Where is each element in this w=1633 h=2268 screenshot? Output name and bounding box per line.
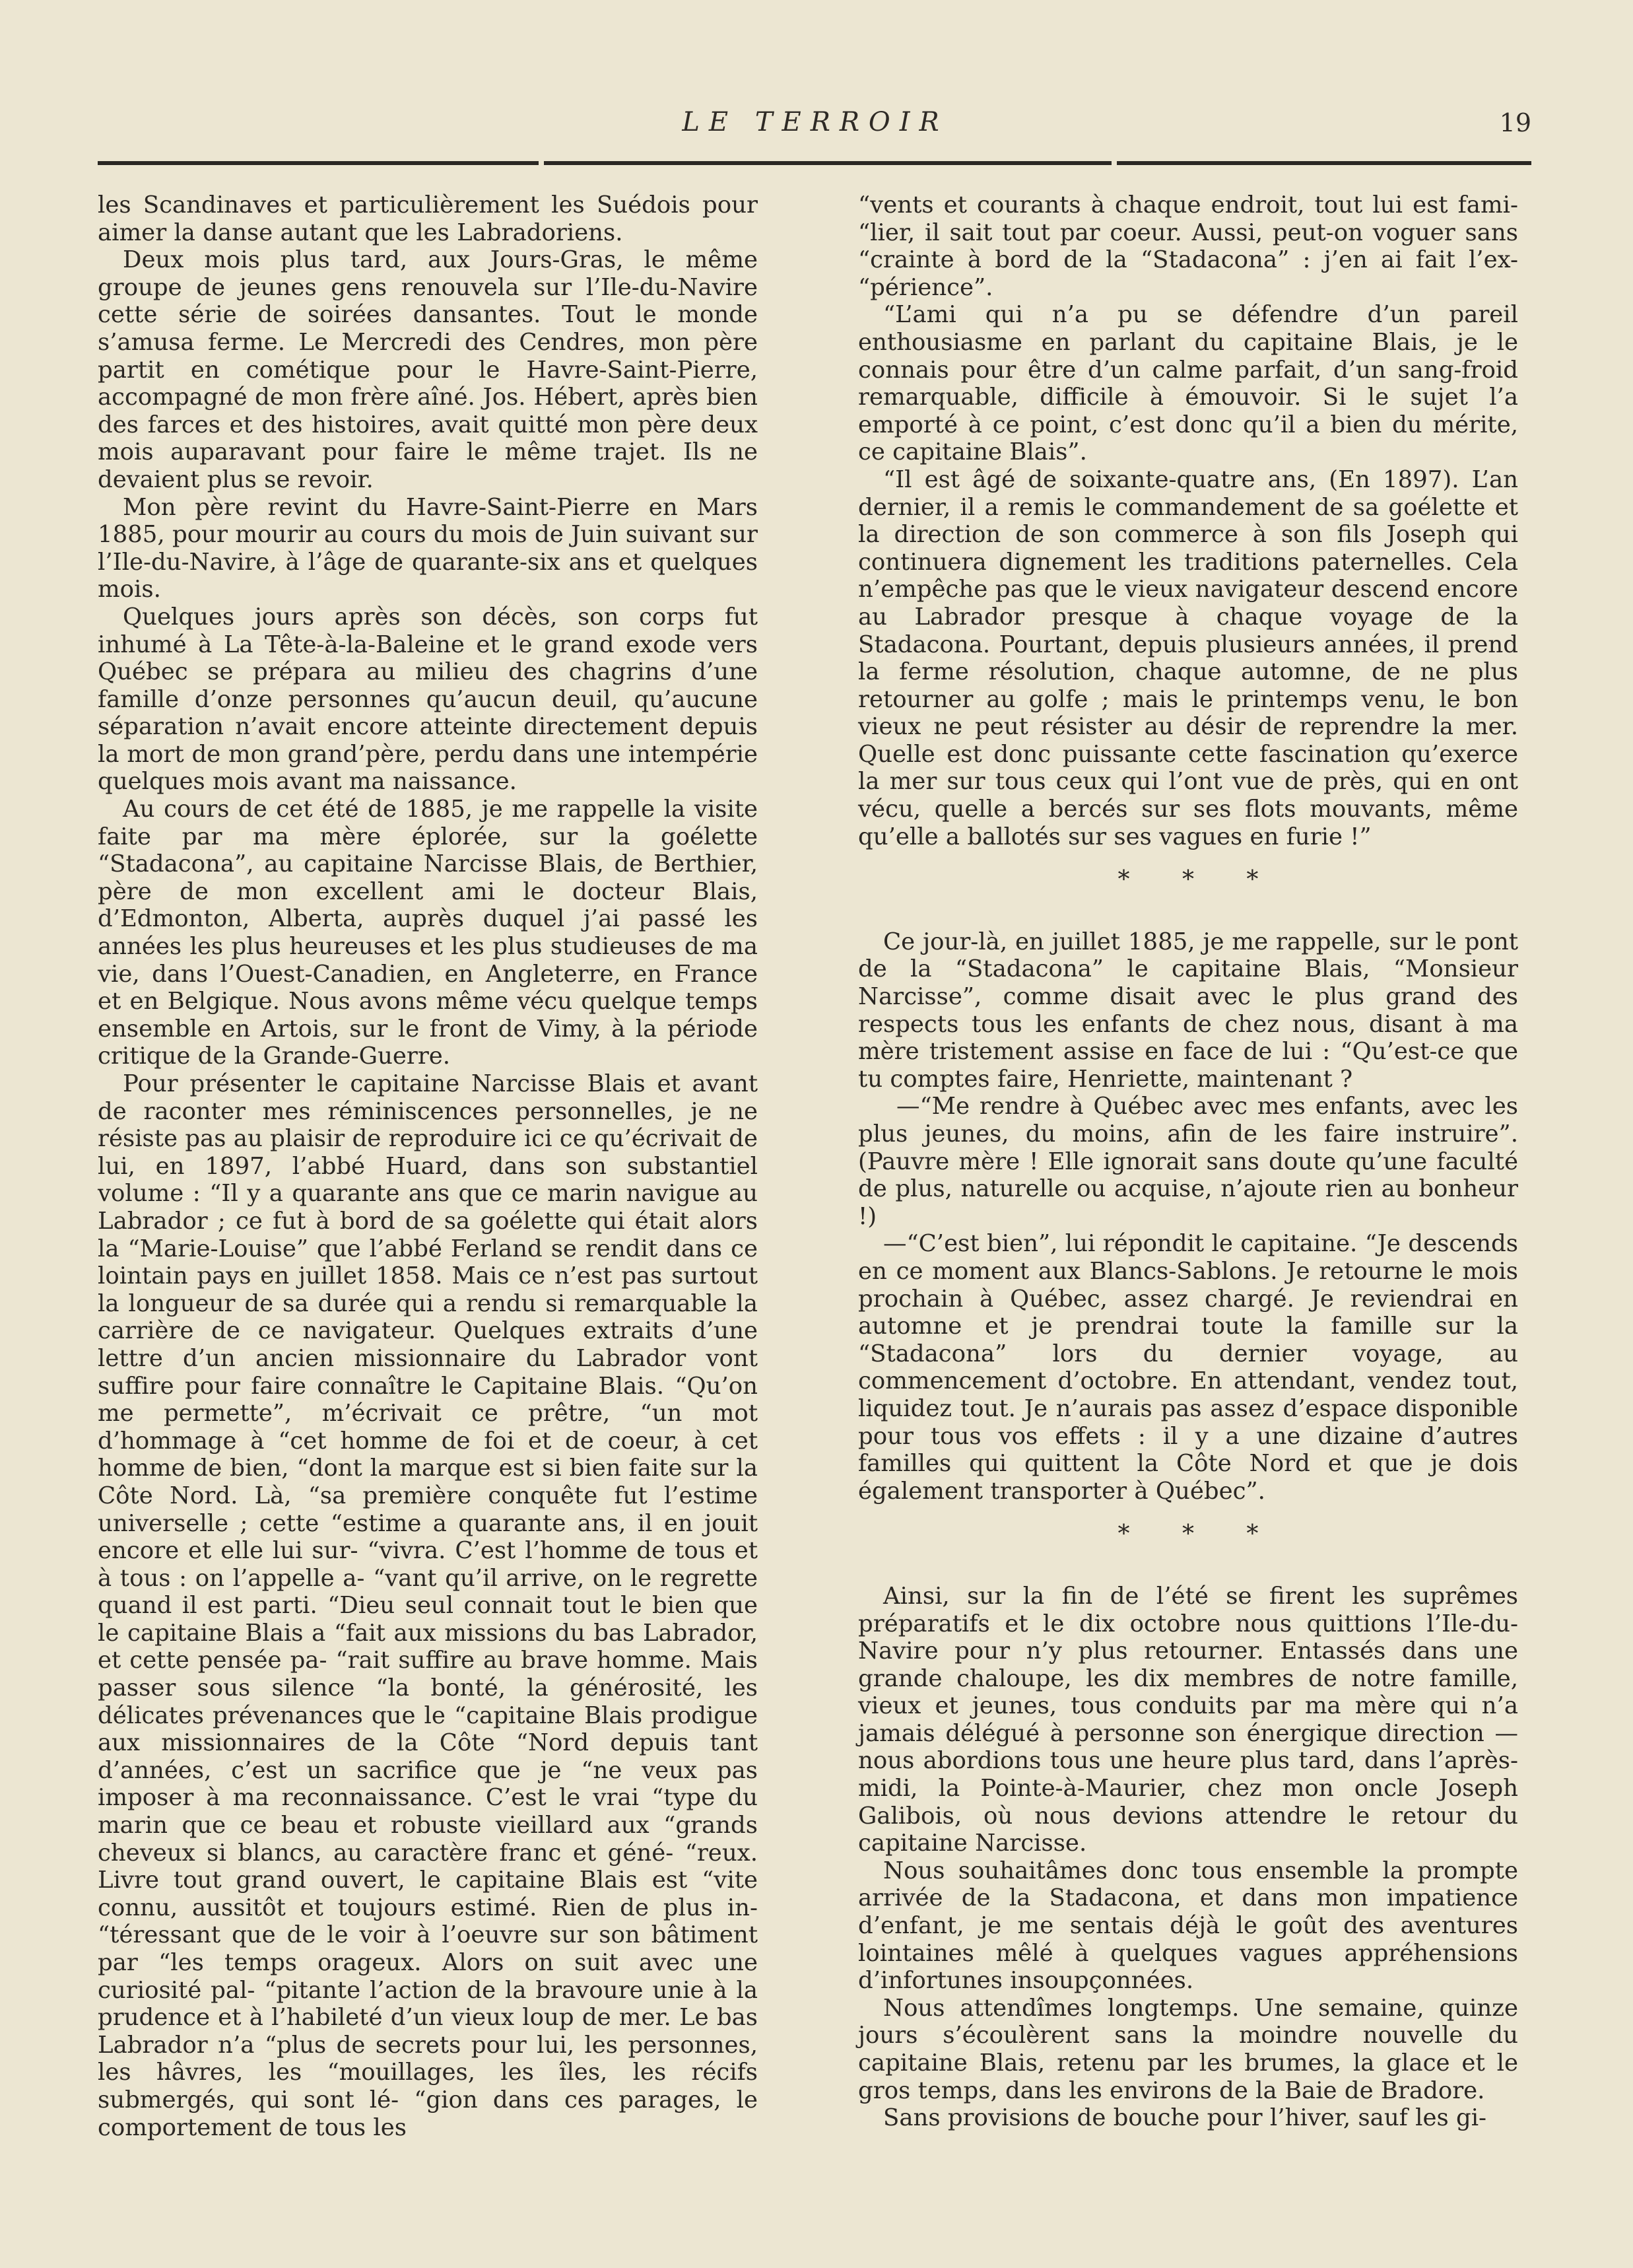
paragraph: Ainsi, sur la fin de l’été se firent les suprêmes préparatifs et le dix octobre nous quittions l’Ile-du-Navire pour n’y plus retourner. Entassés dans une grande chaloupe, les dix membres de notre famille, vieux et jeunes, tous conduits par ma mère qui n’a jamais délégué à personne son énergique direction — nous abordions tous une heure plus tard, dans l’après-midi, la Pointe-à-Maurier, chez mon oncle Joseph Galibois, où nous devions attendre le retour du capitaine Narcisse. [858,1582,1518,1857]
paragraph: les Scandinaves et particulièrement les Suédois pour aimer la danse autant que les Labradoriens. [98,191,758,246]
paragraph: Sans provisions de bouche pour l’hiver, sauf les gi- [883,2104,1487,2132]
paragraph: Mon père revint du Havre-Saint-Pierre en Mars 1885, pour mourir au cours du mois de Juin suivant sur l’Ile-du-Navire, à l’âge de quarante-six ans et quelques mois. [98,493,758,603]
left-column [98,191,758,2141]
page-header [99,104,1531,151]
paragraph: Nous souhaitâmes donc tous ensemble la prompte arrivée de la Stadacona, et dans mon impatience d’enfant, je me sentais déjà le goût des aventures lointaines mêlé à quelques vagues appréhensions d’infortunes insoupçonnées. [858,1857,1518,1995]
header-rule-left [98,161,539,165]
paragraph: —“Me rendre à Québec avec mes enfants, avec les plus jeunes, du moins, afin de les faire instruire”. (Pauvre mère ! Elle ignorait sans doute qu’une faculté de plus, naturelle ou acquise, n’ajoute rien au bonheur !) [858,1093,1518,1230]
paragraph: “L’ami qui n’a pu se défendre d’un pareil enthousiasme en parlant du capitaine Blais, je le connais pour être d’un calme parfait, d’un sang-froid remarquable, difficile à émouvoir. Si le sujet l’a emporté à ce point, c’est donc qu’il a bien du mérite, ce capitaine Blais”. [858,301,1518,466]
paragraph: Quelques jours après son décès, son corps fut inhumé à La Tête-à-la-Baleine et le grand exode vers Québec se prépara au milieu des chagrins d’une famille d’onze personnes qu’aucun deuil, qu’aucune séparation n’avait encore atteinte directement depuis la mort de mon grand’père, perdu dans une intempérie quelques mois avant ma naissance. [98,603,758,796]
paragraph: Nous attendîmes longtemps. Une semaine, quinze jours s’écoulèrent sans la moindre nouvelle du capitaine Blais, retenu par les brumes, la glace et le gros temps, dans les environs de la Baie de Bradore. [858,1994,1518,2104]
paragraph: “Il est âgé de soixante-quatre ans, (En 1897). L’an dernier, il a remis le commandement de sa goélette et la direction de son commerce à son fils Joseph qui continuera dignement les traditions paternelles. Cela n’empêche pas que le vieux navigateur descend encore au Labrador presque à chaque voyage de la Stadacona. Pourtant, depuis plusieurs années, il prend la ferme résolution, chaque automne, de ne plus retourner au golfe ; mais le printemps venu, le bon vieux ne peut résister au désir de reprendre la mer. Quelle est donc puissante cette fascination qu’exerce la mer sur tous ceux qui l’ont vue de près, qui en ont vécu, quelle a bercés sur ses flots mouvants, même qu’elle a ballotés sur ses vagues en furie !” [858,465,1518,850]
header-rule-right [1117,161,1531,165]
paragraph: Au cours de cet été de 1885, je me rappelle la visite faite par ma mère éplorée, sur la goélette “Stadacona”, au capitaine Narcisse Blais, de Berthier, père de mon excellent ami le docteur Blais, d’Edmonton, Alberta, auprès duquel j’ai passé les années les plus heureuses et les plus studieuses de ma vie, dans l’Ouest-Canadien, en Angleterre, en France et en Belgique. Nous avons même vécu quelque temps ensemble en Artois, sur le front de Vimy, à la période critique de la Grande-Guerre. [98,796,758,1070]
running-title: LE TERROIR [682,107,949,137]
paragraph: Deux mois plus tard, aux Jours-Gras, le même groupe de jeunes gens renouvela sur l’Ile-du-Navire cette série de soirées dansantes. Tout le monde s’amusa ferme. Le Mercredi des Cendres, mon père partit en cométique pour le Havre-Saint-Pierre, accompagné de mon frère aîné. Jos. Hébert, après bien des farces et des histoires, avait quitté mon père deux mois auparavant pour faire le même trajet. Ils ne devaient plus se revoir. [98,246,758,493]
section-separator: * * * [1117,866,1281,894]
paragraph: “vents et courants à chaque endroit, tout lui est fami- “lier, il sait tout par coeur. Aussi, peut-on voguer sans “crainte à bord de la “Stadacona” : j’en ai fait l’ex- “périence”. [858,191,1518,301]
paragraph: Ce jour-là, en juillet 1885, je me rappelle, sur le pont de la “Stadacona” le capitaine Blais, “Monsieur Narcisse”, comme disait avec le plus grand des respects tous les enfants de chez nous, disant à ma mère tristement assise en face de lui : “Qu’est-ce que tu comptes faire, Henriette, maintenant ? [858,928,1518,1093]
page-number: 19 [1499,108,1531,137]
paragraph: Pour présenter le capitaine Narcisse Blais et avant de raconter mes réminiscences personnelles, je ne résiste pas au plaisir de reproduire ici ce qu’écrivait de lui, en 1897, l’abbé Huard, dans son substantiel volume : “Il y a quarante ans que ce marin navigue au Labrador ; ce fut à bord de sa goélette qui était alors la “Marie-Louise” que l’abbé Ferland se rendit dans ce lointain pays en juillet 1858. Mais ce n’est pas surtout la longueur de sa durée qui a rendu si remarquable la carrière de ce navigateur. Quelques extraits d’une lettre d’un ancien missionnaire du Labrador vont suffire pour faire connaître le Capitaine Blais. “Qu’on me permette”, m’écrivait ce prêtre, “un mot d’hommage à “cet homme de foi et de coeur, à cet homme de bien, “dont la marque est si bien faite sur la Côte Nord. Là, “sa première conquête fut l’estime universelle ; cette “estime a quarante ans, il en jouit encore et elle lui sur- “vivra. C’est l’homme de tous et à tous : on l’appelle a- “vant qu’il arrive, on le regrette quand il est parti. “Dieu seul connait tout le bien que le capitaine Blais a “fait aux missions du bas Labrador, et cette pensée pa- “rait suffire au brave homme. Mais passer sous silence “la bonté, la générosité, les délicates prévenances que le “capitaine Blais prodigue aux missionnaires de la Côte “Nord depuis tant d’années, c’est un sacrifice que je “ne veux pas imposer à ma reconnaissance. C’est le vrai “type du marin que ce beau et robuste vieillard aux “grands cheveux si blancs, au caractère franc et géné- “reux. Livre tout grand ouvert, le capitaine Blais est “vite connu, aussitôt et toujours estimé. Rien de plus in- “téressant que de le voir à l’oeuvre sur son bâtiment par “les temps orageux. Alors on suit avec une curiosité pal- “pitante l’action de la bravoure unie à la prudence et à l’habileté d’un vieux loup de mer. Le bas Labrador n’a “plus de secrets pour lui, les personnes, les hâvres, les “mouillages, les îles, les récifs submergés, qui sont lé- “gion dans ces parages, le comportement de tous les [98,1070,758,2141]
right-column [858,191,1518,2132]
header-rule-center [544,161,1112,165]
section-separator: * * * [1117,1521,1281,1548]
paragraph: —“C’est bien”, lui répondit le capitaine. “Je descends en ce moment aux Blancs-Sablons. Je retourne le mois prochain à Québec, assez chargé. Je reviendrai en automne et je prendrai toute la famille sur la “Stadacona” lors du dernier voyage, au commencement d’octobre. En attendant, vendez tout, liquidez tout. Je n’aurais pas assez d’espace disponible pour tous vos effets : il y a une dizaine d’autres familles qui quittent la Côte Nord et que je dois également transporter à Québec”. [858,1230,1518,1505]
